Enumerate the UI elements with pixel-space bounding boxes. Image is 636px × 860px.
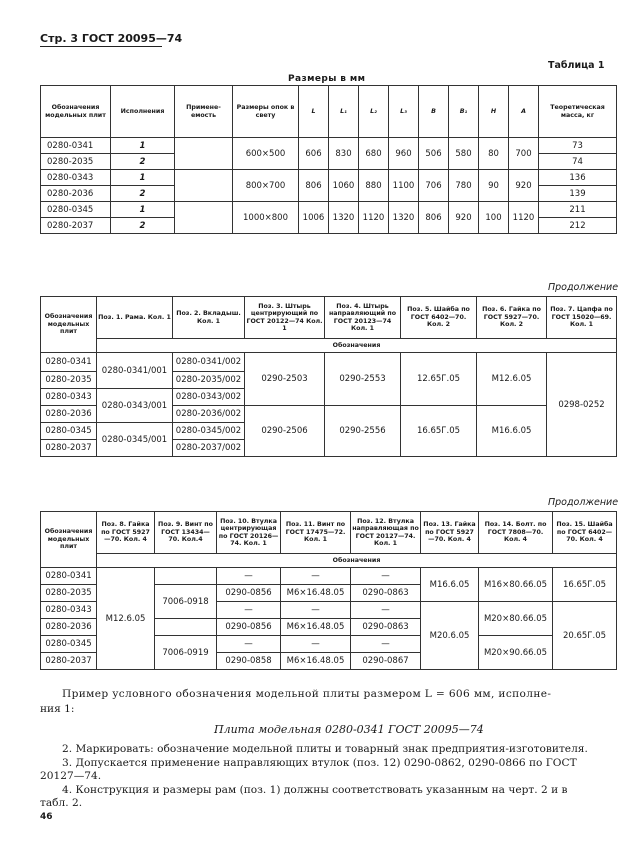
- note-item-3-line1: 3. Допускается применение направляющих втулок (поз. 12) 0290-0862, 0290-0866 по ГОСТ: [62, 757, 577, 769]
- t3-bush10-dash: —: [217, 568, 281, 585]
- note-item-4-line1: 4. Конструкция и размеры рам (поз. 1) должны соответствовать указанным на черт. 2 и в: [62, 784, 568, 796]
- t2-plate: 0280-2035: [41, 372, 97, 389]
- t1-mass: 211: [539, 202, 617, 218]
- t1-plate: 0280-2036: [41, 186, 111, 202]
- t3-plate: 0280-2036: [41, 619, 97, 636]
- t1-B: 806: [419, 202, 449, 234]
- t2-insert: 0280-0343/002: [173, 389, 245, 406]
- t3-nut13: М16.6.05: [421, 568, 479, 602]
- t1-variant: 2: [111, 186, 175, 202]
- t1-B: 506: [419, 138, 449, 170]
- t3-bolt14: М20×80.66.05: [479, 602, 553, 636]
- t2-subheader: Обозначения: [97, 339, 617, 353]
- t1-h-L: L: [299, 86, 329, 138]
- t2-nut: М12.6.05: [477, 353, 547, 406]
- page-number: 46: [40, 812, 53, 822]
- t3-h-nut13: Поз. 13. Гайка по ГОСТ 5927—70. Кол. 4: [421, 512, 479, 554]
- t1-h-usage: Примене-емость: [175, 86, 233, 138]
- t3-washer15: 20.65Г.05: [553, 602, 617, 670]
- t1-h-A: A: [509, 86, 539, 138]
- table2-continuation: Продолжение: [548, 282, 619, 293]
- t1-L3: 1320: [389, 202, 419, 234]
- t1-A: 920: [509, 170, 539, 202]
- t3-bush12: 0290-0863: [351, 585, 421, 602]
- table1-header-row: [41, 86, 617, 138]
- t3-h-nut8: Поз. 8. Гайка по ГОСТ 5927—70. Кол. 4: [97, 512, 155, 554]
- t3-bush10: 0290-0856: [217, 619, 281, 636]
- t1-h-B1: B₁: [449, 86, 479, 138]
- t3-bolt14: М16×80.66.05: [479, 568, 553, 602]
- table3-header-row: [41, 512, 617, 554]
- t3-screw11: М6×16.48.05: [281, 653, 351, 670]
- t3-h-screw9: Поз. 9. Винт по ГОСТ 13434—70. Кол.4: [155, 512, 217, 554]
- t1-L1: 830: [329, 138, 359, 170]
- table-row: [41, 568, 617, 585]
- table-row: [41, 138, 617, 154]
- t1-h-L3: L₃: [389, 86, 419, 138]
- t3-plate: 0280-0345: [41, 636, 97, 653]
- t3-h-washer15: Поз. 15. Шайба по ГОСТ 6402—70. Кол. 4: [553, 512, 617, 554]
- table2: [40, 296, 617, 457]
- t1-flask: 800×700: [233, 170, 299, 202]
- t1-mass: 73: [539, 138, 617, 154]
- table3-subheader-row: [41, 554, 617, 568]
- table-row: [41, 202, 617, 218]
- example-intro-line1: Пример условного обозначения модельной плиты размером L = 606 мм, исполне-: [62, 688, 552, 700]
- t3-h-bush12: Поз. 12. Втулка направляющая по ГОСТ 20127—74. Кол. 1: [351, 512, 421, 554]
- table1-title: Таблица 1: [548, 60, 605, 71]
- t1-plate: 0280-0343: [41, 170, 111, 186]
- t3-bolt14: М20×90.66.05: [479, 636, 553, 670]
- t2-washer: 12.65Г.05: [401, 353, 477, 406]
- t1-L: 606: [299, 138, 329, 170]
- t1-plate: 0280-2037: [41, 218, 111, 234]
- t1-usage: [175, 170, 233, 202]
- t1-h-plate: Обозначения модельных плит: [41, 86, 111, 138]
- t1-h-H: H: [479, 86, 509, 138]
- t1-L1: 1060: [329, 170, 359, 202]
- t3-screw9-empty: [155, 619, 217, 636]
- t1-mass: 212: [539, 218, 617, 234]
- t1-usage: [175, 202, 233, 234]
- t3-screw11: М6×16.48.05: [281, 585, 351, 602]
- t2-insert: 0280-2036/002: [173, 406, 245, 423]
- t3-bush10-dash: —: [217, 602, 281, 619]
- t2-frame: 0280-0345/001: [97, 423, 173, 457]
- note-item-4-line2: табл. 2.: [40, 797, 83, 809]
- t1-H: 80: [479, 138, 509, 170]
- t1-variant: 2: [111, 218, 175, 234]
- t3-nut13: М20.6.05: [421, 602, 479, 670]
- t2-h-frame: Поз. 1. Рама. Кол. 1: [97, 297, 173, 339]
- t3-bush12-dash: —: [351, 636, 421, 653]
- table3-continuation: Продолжение: [548, 497, 619, 508]
- t1-variant: 1: [111, 170, 175, 186]
- t2-plate: 0280-0341: [41, 353, 97, 372]
- table-row: [41, 353, 617, 372]
- t1-L: 1006: [299, 202, 329, 234]
- t2-pin-center: 0290-2503: [245, 353, 325, 406]
- t1-B: 706: [419, 170, 449, 202]
- t1-B1: 920: [449, 202, 479, 234]
- t2-h-trunnion: Поз. 7. Цапфа по ГОСТ 15020—69. Кол. 1: [547, 297, 617, 339]
- t2-plate: 0280-2036: [41, 406, 97, 423]
- t1-H: 100: [479, 202, 509, 234]
- t3-h-screw11: Поз. 11. Винт по ГОСТ 17475—72. Кол. 1: [281, 512, 351, 554]
- t1-L: 806: [299, 170, 329, 202]
- t2-h-insert: Поз. 2. Вкладыш. Кол. 1: [173, 297, 245, 339]
- t3-bush10: 0290-0858: [217, 653, 281, 670]
- t2-h-pin-guide: Поз. 4. Штырь направляющий по ГОСТ 20123—74 Кол. 1: [325, 297, 401, 339]
- t3-h-plate: Обозначения модельных плит: [41, 512, 97, 568]
- t3-plate: 0280-0341: [41, 568, 97, 585]
- t2-plate: 0280-2037: [41, 440, 97, 457]
- t2-h-nut: Поз. 6. Гайка по ГОСТ 5927—70. Кол. 2: [477, 297, 547, 339]
- table1-caption: Размеры в мм: [288, 74, 366, 84]
- t3-plate: 0280-2037: [41, 653, 97, 670]
- t1-usage: [175, 138, 233, 170]
- t1-mass: 139: [539, 186, 617, 202]
- t2-insert: 0280-0345/002: [173, 423, 245, 440]
- t2-trunnion: 0298-0252: [547, 353, 617, 457]
- note-item-3-line2: 20127—74.: [40, 770, 102, 782]
- t1-h-B: B: [419, 86, 449, 138]
- table2-subheader-row: [41, 339, 617, 353]
- page-header: Стр. 3 ГОСТ 20095—74: [40, 32, 183, 45]
- t1-L2: 880: [359, 170, 389, 202]
- table2-header-row: [41, 297, 617, 339]
- t1-plate: 0280-0345: [41, 202, 111, 218]
- t2-frame: 0280-0343/001: [97, 389, 173, 423]
- t1-h-L2: L₂: [359, 86, 389, 138]
- t1-L2: 1120: [359, 202, 389, 234]
- t1-H: 90: [479, 170, 509, 202]
- header-underline: [40, 46, 162, 47]
- table-row: [41, 170, 617, 186]
- t3-h-bush10: Поз. 10. Втулка центрирующая по ГОСТ 20126—74. Кол. 1: [217, 512, 281, 554]
- table3: [40, 511, 617, 670]
- t1-h-flask: Размеры опок в свету: [233, 86, 299, 138]
- t2-pin-center: 0290-2506: [245, 406, 325, 457]
- t1-plate: 0280-0341: [41, 138, 111, 154]
- t3-screw9: 7006-0919: [155, 636, 217, 670]
- example-designation: Плита модельная 0280-0341 ГОСТ 20095—74: [214, 723, 484, 736]
- t3-screw11-dash: —: [281, 602, 351, 619]
- t1-B1: 580: [449, 138, 479, 170]
- t3-h-bolt14: Поз. 14. Болт. по ГОСТ 7808—70. Кол. 4: [479, 512, 553, 554]
- t1-variant: 1: [111, 138, 175, 154]
- t2-insert: 0280-2037/002: [173, 440, 245, 457]
- t3-screw11-dash: —: [281, 636, 351, 653]
- t3-plate: 0280-0343: [41, 602, 97, 619]
- t3-bush12-dash: —: [351, 602, 421, 619]
- t2-plate: 0280-0343: [41, 389, 97, 406]
- t1-L3: 1100: [389, 170, 419, 202]
- t1-variant: 2: [111, 154, 175, 170]
- t2-plate: 0280-0345: [41, 423, 97, 440]
- note-item-2: 2. Маркировать: обозначение модельной плиты и товарный знак предприятия-изготовителя.: [62, 743, 588, 755]
- t2-pin-guide: 0290-2553: [325, 353, 401, 406]
- t3-bush12: 0290-0867: [351, 653, 421, 670]
- t3-bush12-dash: —: [351, 568, 421, 585]
- t1-variant: 1: [111, 202, 175, 218]
- t2-insert: 0280-2035/002: [173, 372, 245, 389]
- t3-screw9-empty: [155, 568, 217, 585]
- t2-frame: 0280-0341/001: [97, 353, 173, 389]
- table1: [40, 85, 617, 234]
- t3-bush10-dash: —: [217, 636, 281, 653]
- t2-nut: М16.6.05: [477, 406, 547, 457]
- t2-pin-guide: 0290-2556: [325, 406, 401, 457]
- t1-h-L1: L₁: [329, 86, 359, 138]
- t3-screw11-dash: —: [281, 568, 351, 585]
- t3-bush10: 0290-0856: [217, 585, 281, 602]
- t3-subheader: Обозначения: [97, 554, 617, 568]
- t1-mass: 74: [539, 154, 617, 170]
- t3-washer15: 16.65Г.05: [553, 568, 617, 602]
- t1-L1: 1320: [329, 202, 359, 234]
- t1-mass: 136: [539, 170, 617, 186]
- t1-A: 700: [509, 138, 539, 170]
- t1-flask: 600×500: [233, 138, 299, 170]
- t3-screw11: М6×16.48.05: [281, 619, 351, 636]
- t3-bush12: 0290-0863: [351, 619, 421, 636]
- t1-flask: 1000×800: [233, 202, 299, 234]
- t2-h-pin-center: Поз. 3. Штырь центрирующий по ГОСТ 20122—74 Кол. 1: [245, 297, 325, 339]
- t1-A: 1120: [509, 202, 539, 234]
- t3-nut8: М12.6.05: [97, 568, 155, 670]
- t1-plate: 0280-2035: [41, 154, 111, 170]
- t2-insert: 0280-0341/002: [173, 353, 245, 372]
- t2-h-plate: Обозначения модельных плит: [41, 297, 97, 353]
- t3-plate: 0280-2035: [41, 585, 97, 602]
- t1-B1: 780: [449, 170, 479, 202]
- t1-L3: 960: [389, 138, 419, 170]
- example-intro-line2: ния 1:: [40, 703, 75, 715]
- t2-washer: 16.65Г.05: [401, 406, 477, 457]
- t1-h-variant: Исполнения: [111, 86, 175, 138]
- t3-screw9: 7006-0918: [155, 585, 217, 619]
- t1-h-mass: Теоретическая масса, кг: [539, 86, 617, 138]
- t2-h-washer: Поз. 5. Шайба по ГОСТ 6402—70. Кол. 2: [401, 297, 477, 339]
- t1-L2: 680: [359, 138, 389, 170]
